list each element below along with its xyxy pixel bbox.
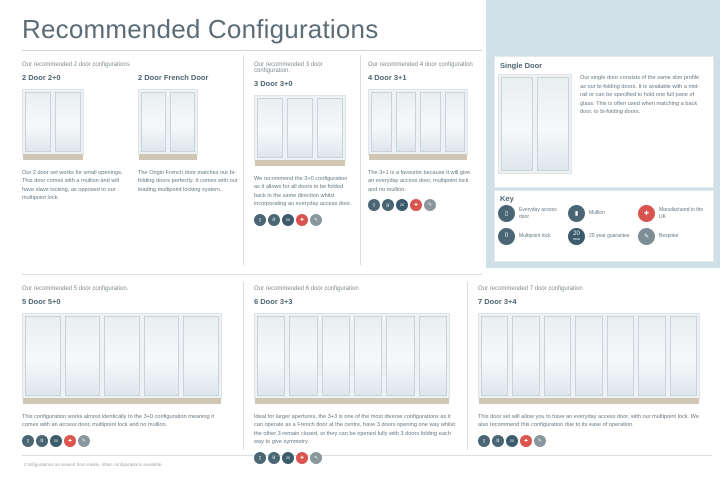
config-icons [478,435,706,447]
config-illustration [22,311,232,399]
divider-horizontal [22,274,482,275]
door-panel [419,316,447,396]
paint-brush-icon: ✎ [310,214,322,226]
uk-flag-icon: ✚ [64,435,76,447]
config-lead: Our recommended 2 door configurations [22,62,130,68]
config-icons [22,435,232,447]
door-panel [322,316,350,396]
page-title: Recommended Configurations [22,14,379,44]
door-panel [287,98,313,158]
key-item-label: Mullion [589,210,605,217]
config-icons [254,452,456,464]
door-panel [25,316,61,396]
door-panel [575,316,602,396]
config-illustration [254,93,352,161]
guarantee-icon: 20 [282,452,294,464]
paint-brush-icon: ✎ [310,452,322,464]
config-lead: Our recommended 4 door configuration [368,62,473,68]
config-description: We recommend the 3+0 configuration as it allows for all doors to be folded back in the same direction whilst incorporating an everyday access door. [254,176,352,208]
door-panel [512,316,539,396]
door-panel [104,316,140,396]
config-7-door-3-4 [478,286,706,447]
divider-vertical [467,282,468,450]
door-icon: ▯ [368,199,380,211]
key-item [638,228,708,245]
guarantee-icon [568,228,585,245]
floor-strip [255,398,449,404]
config-lead: Our recommended 5 door configuration. [22,286,129,292]
config-description: This configuration works almost identically to the 3+0 configuration meaning it comes with an access door, multipoint lock and no mullion. [22,414,214,429]
paint-brush-icon: ✎ [638,228,655,245]
key-item-label: Manufactured in the UK [659,207,704,220]
divider-vertical [243,55,244,265]
key-item-label: 20 year guarantee [589,233,630,240]
single-door-image [498,74,572,174]
guarantee-icon: 20 [50,435,62,447]
door-panel [670,316,697,396]
floor-strip [479,398,699,404]
door-panel [141,92,166,152]
key-item [498,205,568,222]
config-name: 6 Door 3+3 [254,297,293,306]
lock-icon: ⌷ [268,214,280,226]
key-item-label: Multipoint lock [519,233,551,240]
door-panel [544,316,571,396]
key-list [498,205,710,251]
config-description: Ideal for larger apertures, the 3+3 is one of the most diverse configurations as it can operate as a French door at the centre, have 3 doors opening one way whilst the other 3 remain closed, or they can be opened fully with 3 doors folding each way to give symmetry. [254,414,455,446]
guarantee-icon: 20 [506,435,518,447]
config-name: 5 Door 5+0 [22,297,61,306]
key-item-label: Everyday access door [519,207,557,220]
config-name: 4 Door 3+1 [368,73,407,82]
config-illustration [368,87,474,155]
config-icons [254,214,352,226]
config-3-door-3-0 [254,62,352,226]
uk-flag-icon: ✚ [296,214,308,226]
floor-strip [139,154,197,160]
lock-icon: ⌷ [268,452,280,464]
guarantee-unit: YEAR [572,236,581,241]
door-panel [386,316,414,396]
door-panel [354,316,382,396]
door-icon: ▯ [254,452,266,464]
config-name: 3 Door 3+0 [254,79,293,88]
paint-brush-icon: ✎ [424,199,436,211]
door-panel [537,77,569,171]
single-door-body: Our single door consists of the same slim profile as our bi-folding doors. It is available with a mid-rail or can be specified to hold one full pane of glass. This is often used when matching a back door, to bi-folding doors. [580,75,700,116]
paint-brush-icon: ✎ [78,435,90,447]
guarantee-icon: 20 [282,214,294,226]
lock-icon: ⌷ [382,199,394,211]
door-icon: ▯ [498,205,515,222]
config-name: 7 Door 3+4 [478,297,517,306]
title-divider [22,50,482,51]
config-description: Our 2 door set works for small openings. This door comes with a mullion and will have slave locking, as opposed to our multipoint lock. [22,170,123,202]
footnote: Configurations as viewed from inside, other configurations available. [24,462,163,467]
config-illustration [138,87,238,155]
door-panel [25,92,51,152]
floor-strip [23,154,83,160]
config-lead: Our recommended 3 door configuration. [254,62,323,74]
config-2-door-2-0 [22,62,130,203]
config-4-door-3-1 [368,62,474,211]
lock-icon: ⌷ [492,435,504,447]
door-panel [289,316,317,396]
guarantee-value: 20 [573,230,580,237]
key-item [498,228,568,245]
door-panel [396,92,417,152]
door-panel [420,92,441,152]
door-panel [55,92,81,152]
config-lead [138,62,238,68]
door-panel [170,92,195,152]
key-heading: Key [500,194,514,203]
key-item [638,205,708,222]
config-6-door-3-3 [254,286,456,464]
config-illustration [254,311,456,399]
lock-icon: ⌷ [498,228,515,245]
key-item [568,228,638,245]
door-panel [257,98,283,158]
config-description: The 3+1 is a favourite because it will give an everyday access door, multipoint lock and no mullion. [368,170,471,193]
guarantee-icon: 20 [396,199,408,211]
door-icon: ▯ [478,435,490,447]
door-panel [65,316,101,396]
floor-strip [23,398,221,404]
door-icon: ▯ [22,435,34,447]
single-door-heading: Single Door [500,61,543,70]
config-illustration [22,87,130,155]
door-panel [481,316,508,396]
divider-vertical [243,282,244,450]
config-illustration [478,311,706,399]
config-5-door-5-0 [22,286,232,447]
config-description: This door set will allow you to have an everyday access door, with our multipoint lock. We also recommend this configuration due to its ease of operation. [478,414,699,429]
config-lead: Our recommended 6 door configuration [254,286,359,292]
floor-strip [369,154,467,160]
door-panel [607,316,634,396]
door-panel [371,92,392,152]
uk-flag-icon: ✚ [410,199,422,211]
door-panel [183,316,219,396]
door-icon: ▯ [254,214,266,226]
uk-flag-icon: ✚ [520,435,532,447]
door-panel [144,316,180,396]
config-description: The Origin French door matches our bi-folding doors perfectly. It comes with our leading multipoint locking system. [138,170,238,193]
lock-icon: ⌷ [36,435,48,447]
key-item-label: Bespoke [659,233,679,240]
paint-brush-icon: ✎ [534,435,546,447]
uk-flag-icon: ✚ [638,205,655,222]
door-panel [501,77,533,171]
config-2-door-french [138,62,238,194]
config-icons [368,199,474,211]
floor-strip [255,160,345,166]
config-lead: Our recommended 7 door configuration [478,286,583,292]
door-panel [257,316,285,396]
door-panel [638,316,665,396]
door-panel [317,98,343,158]
uk-flag-icon: ✚ [296,452,308,464]
key-item [568,205,638,222]
door-panel [445,92,466,152]
config-name: 2 Door French Door [138,73,209,82]
divider-vertical [360,55,361,265]
config-name: 2 Door 2+0 [22,73,61,82]
mullion-icon: ▮ [568,205,585,222]
